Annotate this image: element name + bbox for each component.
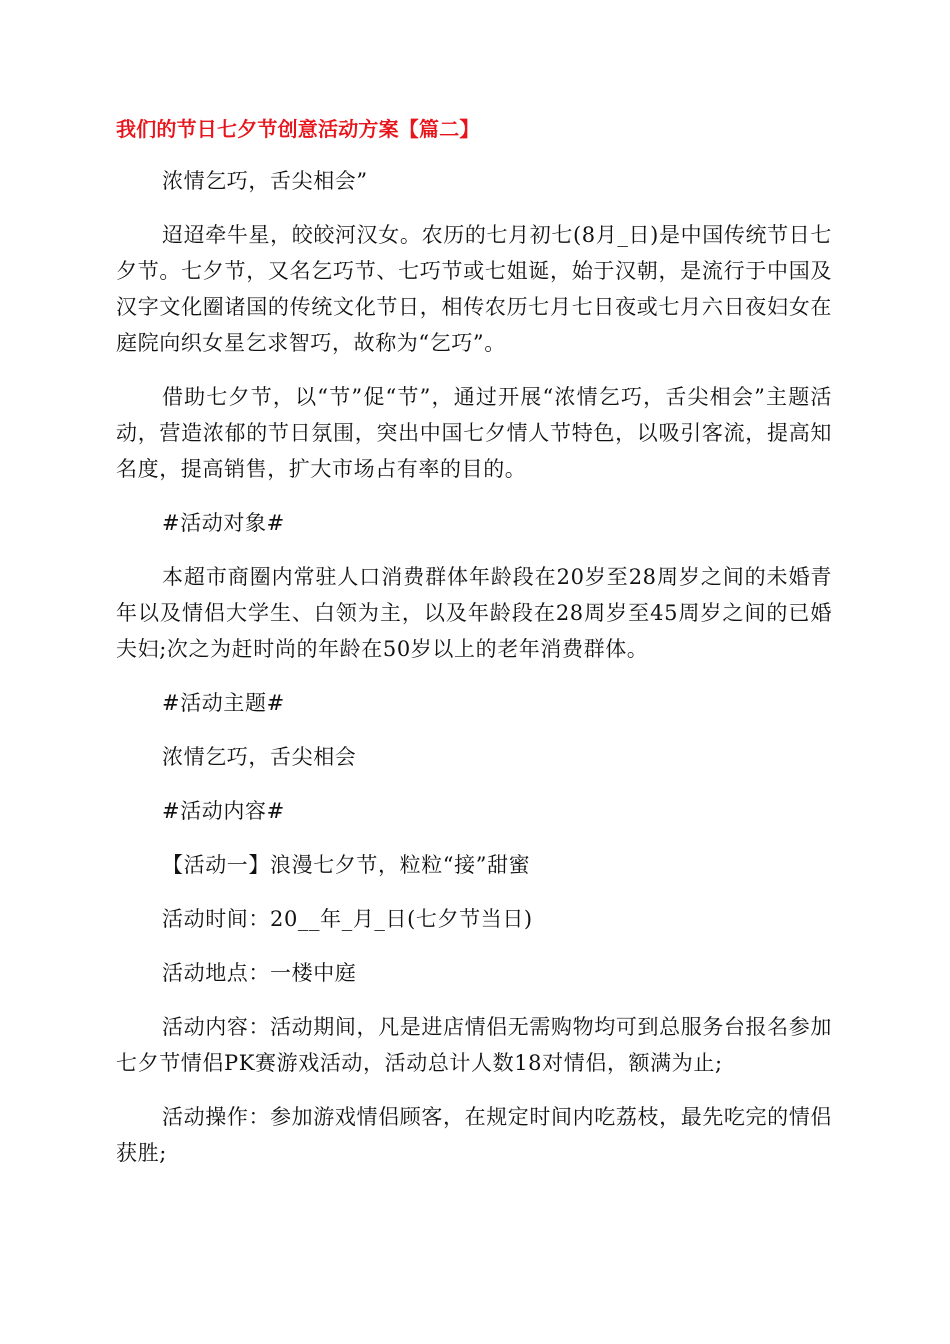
document-body bbox=[116, 113, 832, 1189]
paragraph-purpose: 借助七夕节，以“节”促“节”，通过开展“浓情乞巧，舌尖相会”主题活动，营造浓郁的节日氛围，突出中国七夕情人节特色，以吸引客流，提高知名度，提高销售，扩大市场占有率的目的。 bbox=[116, 385, 832, 481]
paragraph-activity-one-title: 【活动一】浪漫七夕节，粒粒“接”甜蜜 bbox=[162, 853, 531, 877]
paragraph-subtitle: 浓情乞巧，舌尖相会” bbox=[162, 169, 368, 193]
paragraph-intro: 迢迢牵牛星，皎皎河汉女。农历的七月初七(8月_日)是中国传统节日七夕节。七夕节，又名乞巧节、七巧节或七姐诞，始于汉朝，是流行于中国及汉字文化圈诸国的传统文化节日，相传农历七月七日夜或七月六日夜妇女在庭院向织女星乞求智巧，故称为“乞巧”。 bbox=[116, 223, 832, 355]
paragraph-activity-operation: 活动操作：参加游戏情侣顾客，在规定时间内吃荔枝，最先吃完的情侣获胜; bbox=[116, 1105, 832, 1165]
paragraph-activity-content: 活动内容：活动期间，凡是进店情侣无需购物均可到总服务台报名参加七夕节情侣PK赛游戏活动，活动总计人数18对情侣，额满为止; bbox=[116, 1015, 832, 1075]
paragraph-activity-location: 活动地点：一楼中庭 bbox=[162, 961, 357, 985]
section-heading-theme: #活动主题# bbox=[162, 691, 285, 715]
section-heading-content: #活动内容# bbox=[162, 799, 285, 823]
document-heading: 我们的节日七夕节创意活动方案【篇二】 bbox=[116, 117, 480, 141]
paragraph-target: 本超市商圈内常驻人口消费群体年龄段在20岁至28周岁之间的未婚青年以及情侣大学生、白领为主，以及年龄段在28周岁至45周岁之间的已婚夫妇;次之为赶时尚的年龄在50岁以上的老年消费群体。 bbox=[116, 565, 832, 661]
section-heading-target: #活动对象# bbox=[162, 511, 285, 535]
paragraph-theme: 浓情乞巧，舌尖相会 bbox=[162, 745, 357, 769]
paragraph-activity-time: 活动时间：20__年_月_日(七夕节当日) bbox=[162, 907, 533, 931]
